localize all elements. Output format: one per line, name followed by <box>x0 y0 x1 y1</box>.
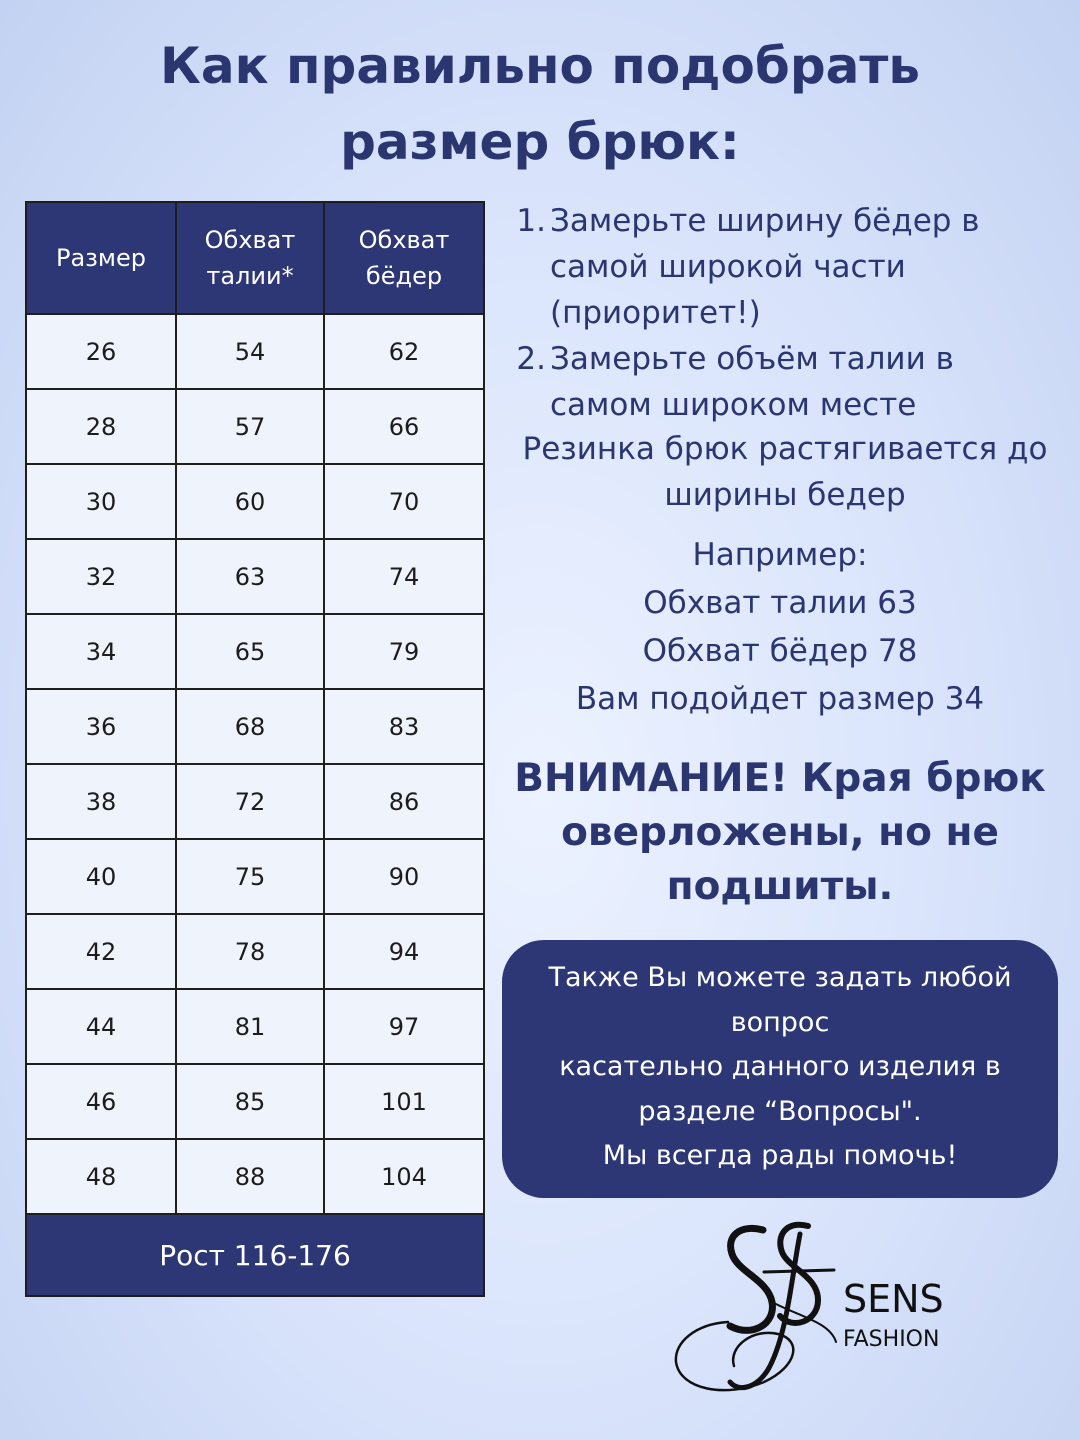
step-text-line: самом широком месте <box>550 387 917 423</box>
cell-size: 42 <box>26 914 176 989</box>
sf-monogram <box>676 1225 836 1390</box>
cell-hips: 74 <box>324 539 484 614</box>
cell-hips: 101 <box>324 1064 484 1139</box>
step-text-line: самой широкой части <box>550 249 906 285</box>
table-row <box>26 764 484 839</box>
cell-size: 30 <box>26 464 176 539</box>
step-text-line: Замерьте объём талии в <box>550 341 954 377</box>
height-range: Рост 116-176 <box>26 1214 484 1296</box>
step-number: 1. <box>516 203 546 239</box>
table-row <box>26 989 484 1064</box>
cell-hips: 90 <box>324 839 484 914</box>
table-row <box>26 1139 484 1214</box>
example-hips: Обхват бёдер 78 <box>642 633 918 669</box>
cell-size: 28 <box>26 389 176 464</box>
title-line-1: Как правильно подобрать <box>160 37 920 95</box>
info-line: вопрос <box>730 1006 830 1038</box>
cell-waist: 63 <box>176 539 324 614</box>
table-row <box>26 1064 484 1139</box>
cell-size: 36 <box>26 689 176 764</box>
measurement-steps <box>510 198 1070 428</box>
table-header-row <box>26 202 484 314</box>
table-row <box>26 464 484 539</box>
table-body <box>26 314 484 1214</box>
cell-size: 40 <box>26 839 176 914</box>
cell-waist: 72 <box>176 764 324 839</box>
elastic-note-line-2: ширины бедер <box>664 477 906 513</box>
cell-size: 26 <box>26 314 176 389</box>
cell-hips: 62 <box>324 314 484 389</box>
warning-line-2: оверложены, но не <box>561 810 999 855</box>
header-size: Размер <box>26 202 176 314</box>
sens-fashion-logo <box>668 1218 968 1408</box>
cell-hips: 86 <box>324 764 484 839</box>
cell-waist: 85 <box>176 1064 324 1139</box>
cell-waist: 81 <box>176 989 324 1064</box>
info-line: разделе “Вопросы". <box>638 1095 922 1127</box>
cell-hips: 97 <box>324 989 484 1064</box>
cell-hips: 66 <box>324 389 484 464</box>
cell-hips: 94 <box>324 914 484 989</box>
cell-size: 44 <box>26 989 176 1064</box>
step-number: 2. <box>516 341 546 377</box>
elastic-note-line-1: Резинка брюк растягивается до <box>522 431 1048 467</box>
cell-waist: 68 <box>176 689 324 764</box>
cell-waist: 60 <box>176 464 324 539</box>
cell-size: 38 <box>26 764 176 839</box>
elastic-note <box>500 426 1070 518</box>
table-footer-row <box>26 1214 484 1296</box>
step-text-line: Замерьте ширину бёдер в <box>550 203 980 239</box>
cell-hips: 70 <box>324 464 484 539</box>
cell-waist: 54 <box>176 314 324 389</box>
info-line: Также Вы можете задать любой <box>548 962 1012 993</box>
logo-fashion: FASHION <box>843 1327 940 1352</box>
cell-waist: 65 <box>176 614 324 689</box>
table-row <box>26 914 484 989</box>
table-row <box>26 314 484 389</box>
example-block <box>500 531 1060 723</box>
example-result: Вам подойдет размер 34 <box>575 681 985 717</box>
logo-sens: SENS <box>843 1277 944 1321</box>
cell-size: 34 <box>26 614 176 689</box>
table-row <box>26 839 484 914</box>
warning-line-1: ВНИМАНИЕ! Края брюк <box>514 756 1046 801</box>
warning-line-3: подшиты. <box>666 864 894 909</box>
cell-waist: 88 <box>176 1139 324 1214</box>
step-item <box>510 336 1070 428</box>
header-waist <box>176 202 324 314</box>
cell-size: 46 <box>26 1064 176 1139</box>
cell-size: 48 <box>26 1139 176 1214</box>
table-row <box>26 389 484 464</box>
step-text-line: (приоритет!) <box>550 295 761 331</box>
table-row <box>26 614 484 689</box>
cell-hips: 104 <box>324 1139 484 1214</box>
cell-waist: 78 <box>176 914 324 989</box>
table-row <box>26 539 484 614</box>
header-waist-line-1: Обхват <box>204 226 296 254</box>
title-line-2: размер брюк: <box>340 113 740 171</box>
cell-waist: 57 <box>176 389 324 464</box>
info-line: касательно данного изделия в <box>559 1051 1001 1082</box>
step-item <box>510 198 1070 336</box>
questions-info-box <box>502 940 1058 1198</box>
size-table <box>25 201 485 1297</box>
table-row <box>26 689 484 764</box>
example-heading: Например: <box>692 537 868 573</box>
warning-block <box>500 752 1060 914</box>
example-waist: Обхват талии 63 <box>643 585 917 621</box>
header-hips-line-1: Обхват <box>358 226 450 254</box>
header-waist-line-2: талии* <box>206 262 294 290</box>
cell-hips: 79 <box>324 614 484 689</box>
cell-waist: 75 <box>176 839 324 914</box>
header-hips-line-2: бёдер <box>365 262 443 290</box>
cell-hips: 83 <box>324 689 484 764</box>
page-title <box>0 28 1080 180</box>
header-hips <box>324 202 484 314</box>
cell-size: 32 <box>26 539 176 614</box>
info-line: Мы всегда рады помочь! <box>602 1140 958 1171</box>
